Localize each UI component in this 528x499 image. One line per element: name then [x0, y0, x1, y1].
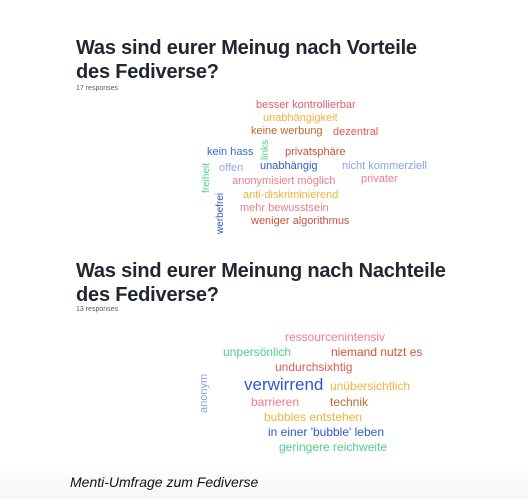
word-cloud-term: barrieren — [251, 395, 300, 409]
caption: Menti-Umfrage zum Fediverse — [70, 474, 259, 490]
word-cloud-term: freiheit — [201, 162, 212, 193]
word-cloud-term: kein hass — [207, 146, 254, 158]
word-cloud-term: werbefrei — [215, 192, 226, 234]
word-cloud-term: anti-diskriminierend — [243, 189, 339, 201]
word-cloud-term: privater — [361, 173, 398, 185]
slide2-responses: 13 responses — [76, 306, 119, 313]
word-cloud-term: in einer 'bubble' leben — [268, 425, 385, 439]
word-cloud-term: unübersichtlich — [330, 379, 411, 393]
word-cloud-term: besser kontrollierbar — [256, 99, 356, 111]
word-cloud-term: nicht kommerziell — [342, 160, 427, 172]
word-cloud-term: mehr bewusstsein — [240, 202, 329, 214]
word-cloud-term: unabhängigkeit — [263, 112, 338, 124]
word-cloud-term: links — [260, 139, 271, 160]
word-cloud-term: keine werbung — [251, 125, 323, 137]
word-cloud-term: anonym — [198, 373, 210, 413]
word-cloud-term: ressourcenintensiv — [285, 330, 386, 344]
word-cloud-term: weniger algorithmus — [251, 215, 350, 227]
word-cloud-term: undurchsixhtig — [275, 360, 353, 374]
word-cloud-term: technik — [330, 395, 369, 409]
word-cloud-term: unpersönlich — [223, 345, 292, 359]
slide1-responses: 17 responses — [76, 85, 119, 92]
word-cloud-term: niemand nutzt es — [331, 345, 423, 359]
word-cloud-term: anonymisiert möglich — [232, 175, 336, 187]
slide1-title: Was sind eurer Meinug nach Vorteile des Fediverse? — [76, 37, 417, 83]
word-cloud-term: bubbles entstehen — [264, 410, 363, 424]
word-cloud-term: verwirrend — [244, 375, 324, 394]
word-cloud-term: unabhängig — [260, 160, 318, 172]
word-cloud-term: offen — [219, 162, 244, 174]
word-cloud-term: geringere reichweite — [279, 440, 388, 454]
word-cloud-term: privatsphäre — [285, 146, 346, 158]
word-cloud-term: dezentral — [333, 126, 379, 138]
slide2-title: Was sind eurer Meinung nach Nachteile des Fediverse? — [76, 260, 446, 306]
